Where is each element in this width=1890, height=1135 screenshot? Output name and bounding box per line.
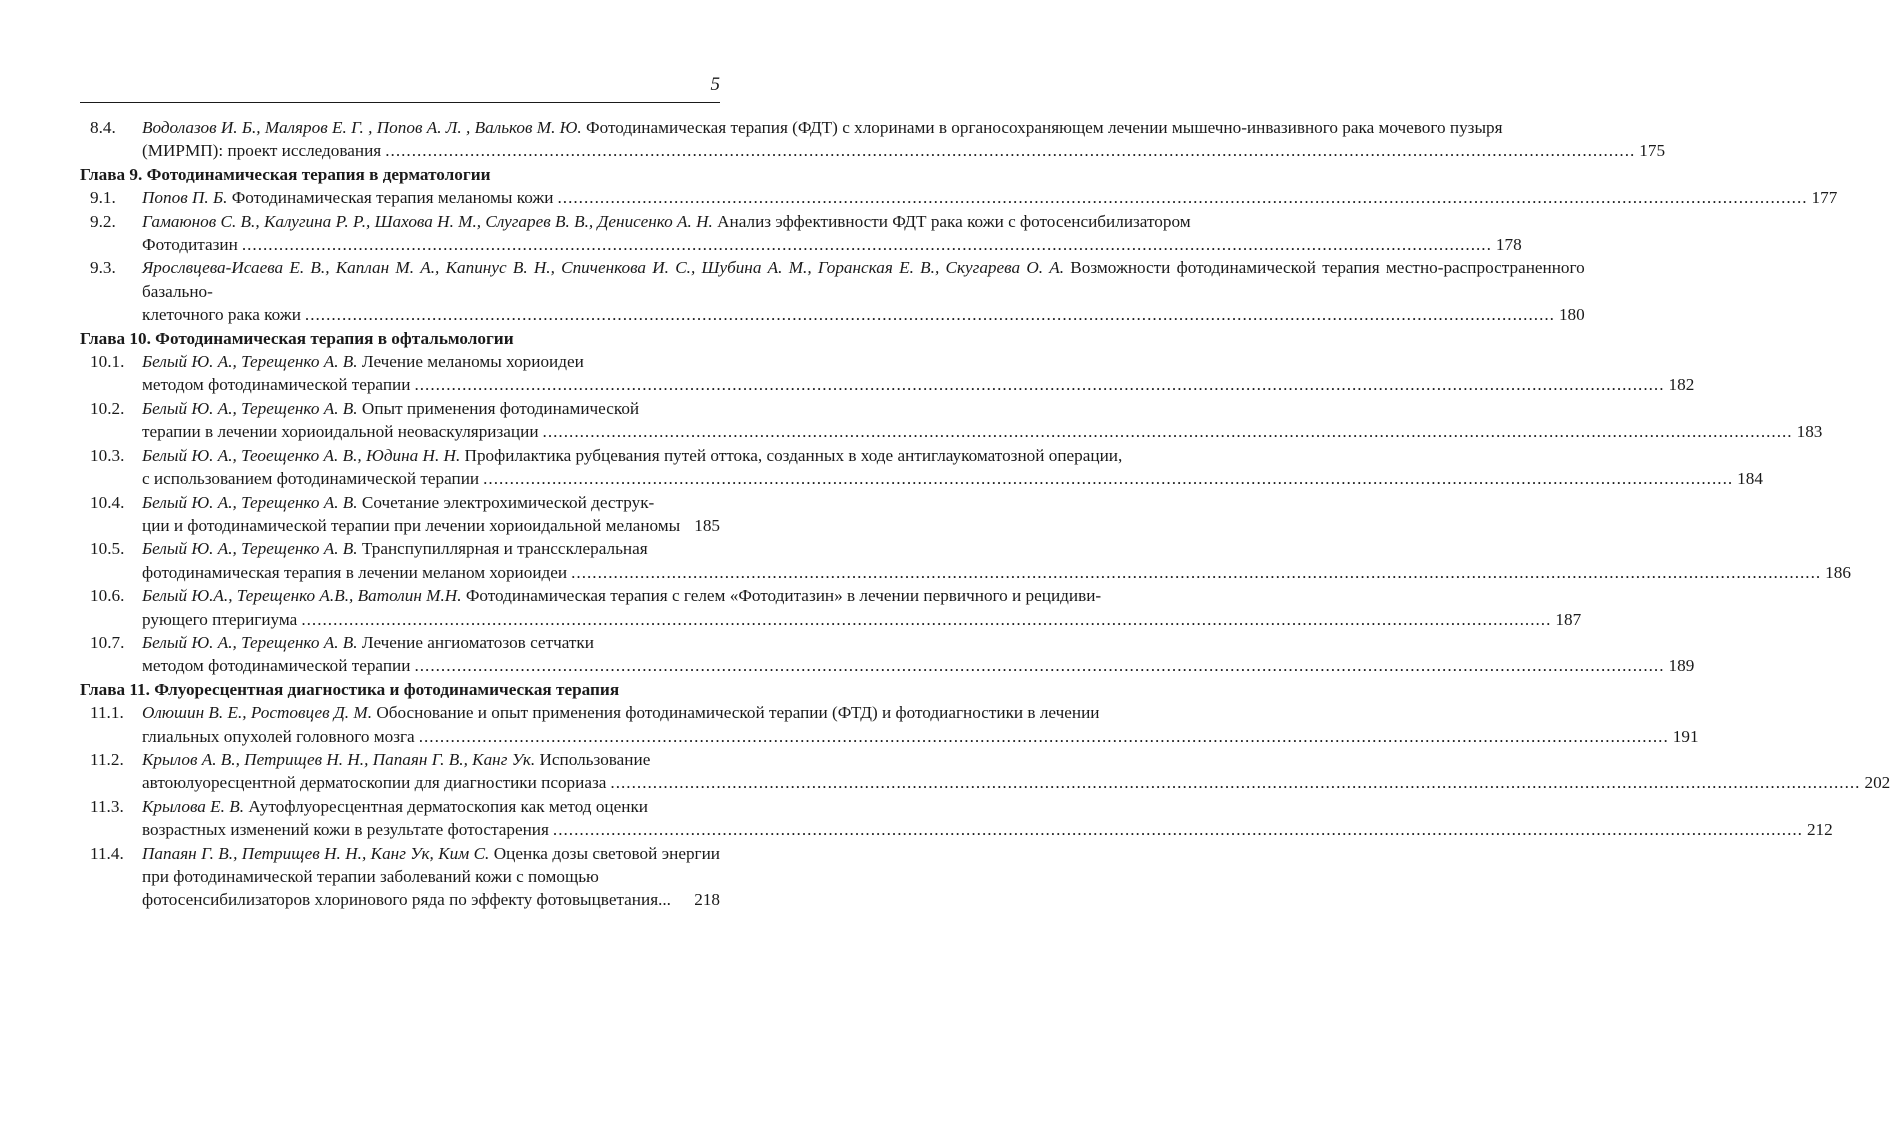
- entry-authors: Белый Ю. А., Терещенко А. В.: [142, 632, 358, 652]
- chapter-heading: Глава 10. Фотодинамическая терапия в офтальмологии: [80, 328, 514, 348]
- entry-title-end: фотосенсибилизаторов хлоринового ряда по эффекту фотовыцветания...: [142, 890, 671, 910]
- dot-leader: [610, 771, 1860, 794]
- entry-title-end: клеточного рака кожи: [142, 305, 301, 325]
- entry-page-ref: 183: [1796, 422, 1823, 442]
- entry-title-end: методом фотодинамической терапии: [142, 656, 411, 676]
- entry-page-ref: 189: [1668, 656, 1695, 676]
- entry-number: 10.7.: [90, 632, 125, 652]
- entry-authors: Попов П. Б.: [142, 188, 232, 208]
- toc-entry: [80, 584, 1582, 631]
- entry-page-ref: 187: [1555, 609, 1582, 629]
- entry-body: [142, 842, 720, 912]
- dot-leader: [301, 608, 1551, 631]
- entry-body: [142, 631, 1694, 678]
- entry-title-end: рующего птеригиума: [142, 609, 298, 629]
- entry-authors: Олюшин В. Е., Ростовцев Д. М.: [142, 703, 373, 723]
- entry-page-ref: 218: [694, 890, 720, 910]
- entry-number: 10.6.: [90, 586, 125, 606]
- dot-leader: [414, 373, 1664, 396]
- toc-entry: [80, 537, 1851, 584]
- entry-title: Опыт применения фотодинамической: [357, 398, 640, 418]
- toc-entry: [80, 256, 1585, 326]
- entry-title-end: фотодинамическая терапия в лечении меланом хориоидеи: [142, 562, 568, 582]
- entry-page-ref: 184: [1737, 469, 1763, 489]
- entry-number: 11.1.: [90, 703, 124, 723]
- entry-title-end: ции и фотодинамической терапии при лечении хориоидальной меланомы: [142, 515, 681, 535]
- entry-title: Обоснование и опыт применения фотодинамической терапии (ФТД) и фотодиагностики в лечении: [372, 703, 1100, 723]
- toc-entry: [80, 842, 720, 912]
- entry-number: 10.2.: [90, 398, 125, 418]
- entry-title-end: с использованием фотодинамической терапии: [142, 469, 480, 489]
- dot-leader: [242, 233, 1492, 256]
- entry-number: 10.5.: [90, 539, 125, 559]
- entry-number: 9.1.: [90, 188, 116, 208]
- dot-leader: [414, 654, 1664, 677]
- header-rule: [80, 102, 720, 103]
- entry-authors: Крылова Е. В.: [142, 796, 245, 816]
- entry-title-end: (МИРМП): проект исследования: [142, 141, 382, 161]
- entry-body: [142, 116, 1665, 163]
- toc-entry: [80, 748, 1890, 795]
- entry-body: [142, 210, 1522, 257]
- dot-leader: [543, 420, 1793, 443]
- entry-number: 9.3.: [90, 258, 116, 278]
- entry-authors: Белый Ю. А., Теоещенко А. В., Юдина Н. Н.: [142, 445, 461, 465]
- entry-title-end: методом фотодинамической терапии: [142, 375, 411, 395]
- entry-title-end: терапии в лечении хориоидальной неоваскуляризации: [142, 422, 539, 442]
- entry-number: 8.4.: [90, 118, 116, 137]
- toc-entry: [80, 491, 720, 538]
- entry-title-end: Фотодитазин: [142, 235, 238, 255]
- entry-title: Использование: [535, 749, 651, 769]
- entry-body: [142, 748, 1890, 795]
- dot-leader: [553, 818, 1803, 841]
- toc-entry: [80, 350, 1695, 397]
- toc-entry: [80, 795, 1833, 842]
- entry-authors: Белый Ю.А., Терещенко А.В., Ватолин М.Н.: [142, 586, 462, 606]
- entry-page-ref: 177: [1811, 188, 1838, 208]
- entry-title: Анализ эффективности ФДТ рака кожи с фотосенсибилизатором: [712, 211, 1191, 231]
- entry-body: [142, 491, 720, 538]
- entry-body: [142, 444, 1763, 491]
- dot-leader: [483, 467, 1733, 490]
- entry-title: Фотодинамическая терапия (ФДТ) с хлоринами в органосохраняющем лечении мышечно-инвазивного рака мочевого пузыря: [581, 118, 1503, 137]
- toc-entry: [80, 631, 1695, 678]
- entry-number: 10.4.: [90, 492, 125, 512]
- entry-authors: Крылов А. В., Петрищев Н. Н., Папаян Г. В., Канг Ук.: [142, 749, 536, 769]
- toc-entry: [80, 186, 1838, 209]
- entry-authors: Белый Ю. А., Терещенко А. В.: [142, 492, 358, 512]
- table-of-contents: [80, 116, 1890, 912]
- entry-body: [142, 584, 1581, 631]
- entry-title-end: Попов П. Б. Фотодинамическая терапия меланомы кожи: [142, 188, 554, 208]
- entry-body: [142, 186, 1837, 209]
- entry-authors: Белый Ю. А., Терещенко А. В.: [142, 352, 358, 372]
- entry-page-ref: 182: [1668, 375, 1695, 395]
- entry-authors: Водолазов И. Б., Маляров Е. Г. , Попов А. Л. , Вальков М. Ю.: [142, 118, 582, 137]
- entry-number: 11.2.: [90, 749, 124, 769]
- entry-title: Аутофлуоресцентная дерматоскопия как метод оценки: [244, 796, 649, 816]
- entry-authors: Ярослвцева-Исаева Е. В., Каплан М. А., Капинус В. Н., Спиченкова И. С., Шубина А. М., Горанская Е. В., Скугарева О. А.: [142, 258, 1065, 278]
- entry-page-ref: 175: [1639, 141, 1666, 161]
- entry-authors: Папаян Г. В., Петрищев Н. Н., Канг Ук, Ким С.: [142, 843, 490, 863]
- entry-body: [142, 397, 1822, 444]
- entry-body: [142, 795, 1833, 842]
- entry-title: Лечение меланомы хориоидеи: [357, 352, 584, 372]
- entry-title: Лечение ангиоматозов сетчатки: [357, 632, 594, 652]
- entry-authors: Белый Ю. А., Терещенко А. В.: [142, 398, 358, 418]
- entry-page-ref: 185: [694, 515, 720, 535]
- entry-number: 10.3.: [90, 445, 125, 465]
- entry-title: Возможности фотодинамической терапия местно-распространенного базально-: [142, 258, 1585, 301]
- entry-title: Профилактика рубцевания путей оттока, созданных в ходе антиглаукоматозной операции,: [460, 445, 1123, 465]
- entry-page-ref: 202: [1864, 773, 1890, 793]
- dot-leader: [571, 561, 1821, 584]
- toc-entry: [80, 701, 1699, 748]
- entry-number: 11.3.: [90, 796, 124, 816]
- entry-page-ref: 186: [1825, 562, 1851, 582]
- dot-leader: [305, 303, 1555, 326]
- entry-title: Фотодинамическая терапия с гелем «Фотодитазин» в лечении первичного и рецидиви-: [461, 586, 1102, 606]
- entry-page-ref: 178: [1495, 235, 1522, 255]
- toc-entry: [80, 397, 1823, 444]
- entry-title-end: глиальных опухолей головного мозга: [142, 726, 415, 746]
- toc-entry: [80, 210, 1522, 257]
- entry-title: Транспупиллярная и транссклеральная: [357, 539, 648, 559]
- entry-body: [142, 537, 1851, 584]
- entry-title: Оценка дозы световой энергии при фотодинамической терапии заболеваний кожи с помощью: [142, 843, 720, 886]
- entry-authors: Гамаюнов С. В., Калугина Р. Р., Шахова Н. М., Слугарев В. В., Денисенко А. Н.: [142, 211, 713, 231]
- entry-page-ref: 212: [1806, 820, 1833, 840]
- entry-number: 10.1.: [90, 352, 125, 372]
- chapter-heading: Глава 9. Фотодинамическая терапия в дерматологии: [80, 164, 491, 184]
- dot-leader: [557, 186, 1807, 209]
- toc-entry: [80, 444, 1763, 491]
- entry-authors: Белый Ю. А., Терещенко А. В.: [142, 539, 358, 559]
- entry-body: [142, 256, 1585, 326]
- chapter-heading: Глава 11. Флуоресцентная диагностика и фотодинамическая терапия: [80, 679, 620, 699]
- page-number: 5: [710, 74, 720, 95]
- dot-leader: [419, 725, 1669, 748]
- entry-body: [142, 701, 1699, 748]
- dot-leader: [385, 139, 1635, 162]
- toc-entry: [80, 116, 1666, 163]
- entry-title-end: автоюлуоресцентной дерматоскопии для диагностики псориаза: [142, 773, 607, 793]
- entry-number: 11.4.: [90, 843, 124, 863]
- entry-page-ref: 180: [1558, 305, 1585, 325]
- entry-title-end: возрастных изменений кожи в результате фотостарения: [142, 820, 549, 840]
- entry-number: 9.2.: [90, 211, 116, 231]
- entry-title: Сочетание электрохимической деструк-: [357, 492, 655, 512]
- entry-body: [142, 350, 1694, 397]
- entry-page-ref: 191: [1672, 726, 1699, 746]
